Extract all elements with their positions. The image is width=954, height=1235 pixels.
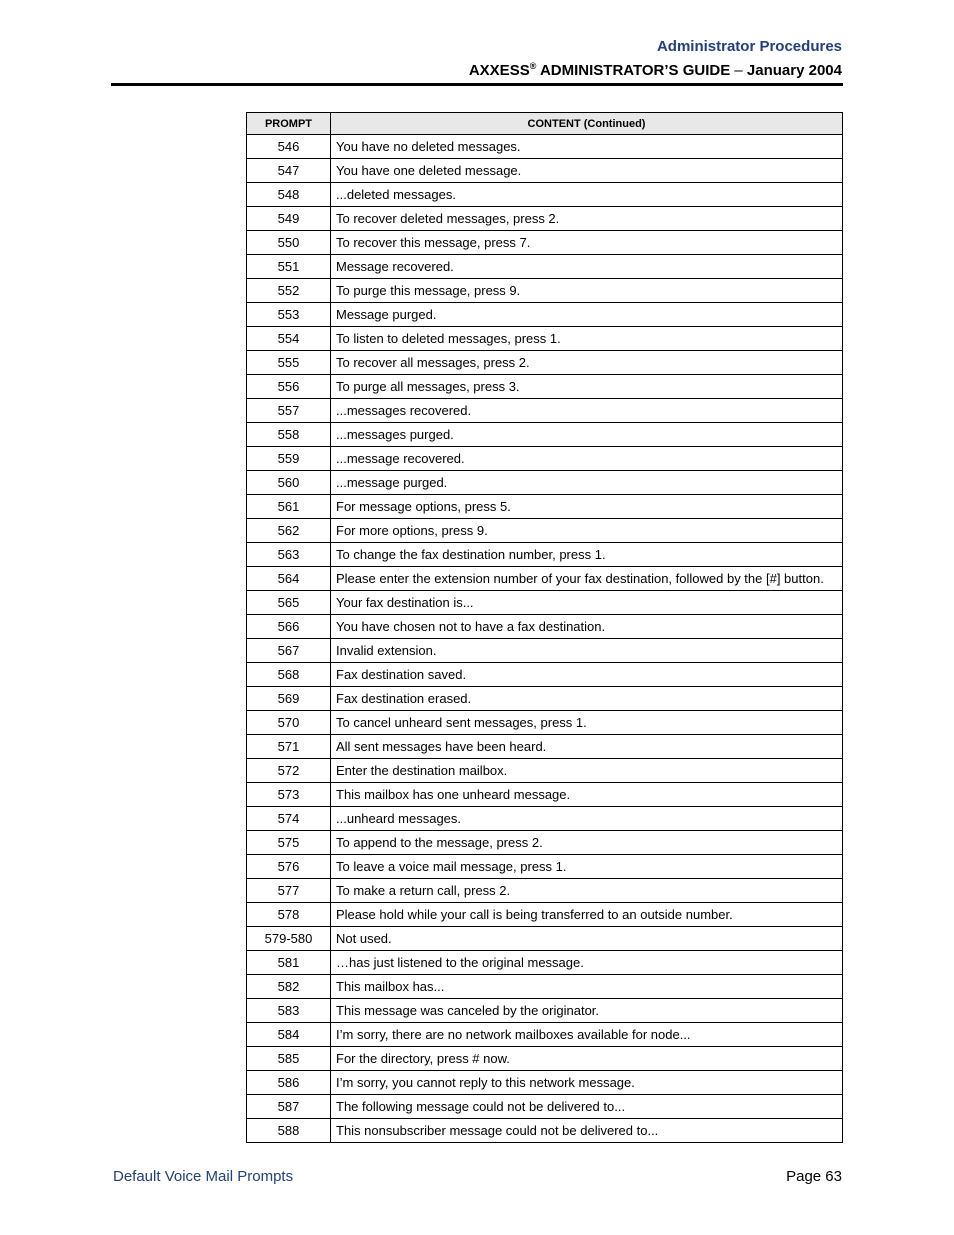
table-row	[247, 207, 843, 231]
table-row	[247, 423, 843, 447]
prompt-content: All sent messages have been heard.	[331, 735, 843, 759]
table-row	[247, 1119, 843, 1143]
prompt-number: 547	[247, 159, 331, 183]
table-row	[247, 615, 843, 639]
prompts-table	[246, 112, 843, 1143]
table-row	[247, 711, 843, 735]
prompt-number: 550	[247, 231, 331, 255]
prompt-content: To cancel unheard sent messages, press 1.	[331, 711, 843, 735]
prompt-content: Invalid extension.	[331, 639, 843, 663]
prompt-number: 584	[247, 1023, 331, 1047]
table-row	[247, 303, 843, 327]
prompt-number: 588	[247, 1119, 331, 1143]
table-row	[247, 159, 843, 183]
prompt-number: 582	[247, 975, 331, 999]
table-row	[247, 447, 843, 471]
prompt-content: ...message purged.	[331, 471, 843, 495]
prompt-number: 571	[247, 735, 331, 759]
table-row	[247, 255, 843, 279]
prompt-number: 572	[247, 759, 331, 783]
prompt-number: 567	[247, 639, 331, 663]
title-dash: –	[734, 62, 743, 79]
prompt-content: ...messages recovered.	[331, 399, 843, 423]
prompt-content: For more options, press 9.	[331, 519, 843, 543]
prompt-number: 578	[247, 903, 331, 927]
table-row	[247, 903, 843, 927]
prompt-content: You have chosen not to have a fax destination.	[331, 615, 843, 639]
prompt-content: To purge all messages, press 3.	[331, 375, 843, 399]
prompt-number: 557	[247, 399, 331, 423]
prompt-content: Fax destination saved.	[331, 663, 843, 687]
prompt-content: You have no deleted messages.	[331, 135, 843, 159]
prompt-number: 554	[247, 327, 331, 351]
guide-title	[469, 61, 842, 79]
header-divider	[111, 83, 843, 86]
prompt-number: 559	[247, 447, 331, 471]
prompt-number: 566	[247, 615, 331, 639]
table-row	[247, 279, 843, 303]
table-row	[247, 855, 843, 879]
table-row	[247, 591, 843, 615]
prompt-number: 587	[247, 1095, 331, 1119]
table-row	[247, 999, 843, 1023]
prompt-content: To recover all messages, press 2.	[331, 351, 843, 375]
table-row	[247, 399, 843, 423]
prompt-number: 573	[247, 783, 331, 807]
column-header-content: CONTENT (Continued)	[331, 113, 843, 135]
prompt-number: 574	[247, 807, 331, 831]
prompt-content: For message options, press 5.	[331, 495, 843, 519]
prompt-number: 556	[247, 375, 331, 399]
prompt-number: 583	[247, 999, 331, 1023]
table-row	[247, 495, 843, 519]
table-row	[247, 231, 843, 255]
table-row	[247, 807, 843, 831]
prompt-content: Fax destination erased.	[331, 687, 843, 711]
table-row	[247, 951, 843, 975]
prompt-content: Your fax destination is...	[331, 591, 843, 615]
prompt-number: 546	[247, 135, 331, 159]
prompt-content: ...messages purged.	[331, 423, 843, 447]
prompt-number: 551	[247, 255, 331, 279]
table-row	[247, 879, 843, 903]
table-row	[247, 327, 843, 351]
prompt-number: 564	[247, 567, 331, 591]
prompt-number: 563	[247, 543, 331, 567]
prompt-content: Please enter the extension number of your fax destination, followed by the [#] button.	[331, 567, 843, 591]
prompt-content: To listen to deleted messages, press 1.	[331, 327, 843, 351]
prompt-number: 548	[247, 183, 331, 207]
prompt-content: Not used.	[331, 927, 843, 951]
prompt-content: Message purged.	[331, 303, 843, 327]
table-row	[247, 543, 843, 567]
prompt-number: 577	[247, 879, 331, 903]
prompt-number: 585	[247, 1047, 331, 1071]
prompt-content: …has just listened to the original message.	[331, 951, 843, 975]
prompt-number: 586	[247, 1071, 331, 1095]
prompt-content: ...message recovered.	[331, 447, 843, 471]
table-row	[247, 1071, 843, 1095]
table-row	[247, 351, 843, 375]
prompt-content: To leave a voice mail message, press 1.	[331, 855, 843, 879]
prompt-content: The following message could not be delivered to...	[331, 1095, 843, 1119]
table-row	[247, 135, 843, 159]
prompt-number: 553	[247, 303, 331, 327]
table-row	[247, 759, 843, 783]
prompt-content: For the directory, press # now.	[331, 1047, 843, 1071]
table-row	[247, 471, 843, 495]
table-row	[247, 975, 843, 999]
prompt-number: 579-580	[247, 927, 331, 951]
prompt-number: 568	[247, 663, 331, 687]
prompt-content: I’m sorry, there are no network mailboxes available for node...	[331, 1023, 843, 1047]
prompt-content: To recover this message, press 7.	[331, 231, 843, 255]
prompt-content: This message was canceled by the originator.	[331, 999, 843, 1023]
table-row	[247, 639, 843, 663]
prompt-content: This mailbox has...	[331, 975, 843, 999]
prompt-number: 569	[247, 687, 331, 711]
prompt-content: To recover deleted messages, press 2.	[331, 207, 843, 231]
table-row	[247, 1047, 843, 1071]
prompt-number: 576	[247, 855, 331, 879]
prompt-content: To purge this message, press 9.	[331, 279, 843, 303]
brand-name: AXXESS	[468, 62, 530, 79]
prompt-number: 549	[247, 207, 331, 231]
prompt-content: ...unheard messages.	[331, 807, 843, 831]
prompt-number: 558	[247, 423, 331, 447]
prompt-number: 555	[247, 351, 331, 375]
table-row	[247, 831, 843, 855]
page-number: Page 63	[786, 1168, 842, 1185]
table-row	[247, 783, 843, 807]
prompt-content: You have one deleted message.	[331, 159, 843, 183]
prompt-number: 581	[247, 951, 331, 975]
prompt-number: 560	[247, 471, 331, 495]
prompt-number: 570	[247, 711, 331, 735]
guide-name: ADMINISTRATOR’S GUIDE	[536, 62, 735, 79]
table-row	[247, 735, 843, 759]
table-row	[247, 687, 843, 711]
table-row	[247, 663, 843, 687]
table-row	[247, 927, 843, 951]
registered-mark: ®	[529, 61, 537, 71]
table-row	[247, 519, 843, 543]
prompt-content: ...deleted messages.	[331, 183, 843, 207]
prompt-content: Enter the destination mailbox.	[331, 759, 843, 783]
prompt-content: Message recovered.	[331, 255, 843, 279]
prompt-number: 561	[247, 495, 331, 519]
section-title: Administrator Procedures	[656, 38, 842, 55]
prompt-content: To make a return call, press 2.	[331, 879, 843, 903]
prompt-content: To change the fax destination number, press 1.	[331, 543, 843, 567]
table-row	[247, 567, 843, 591]
prompt-number: 565	[247, 591, 331, 615]
guide-date: January 2004	[742, 62, 842, 79]
prompt-number: 562	[247, 519, 331, 543]
table-row	[247, 1095, 843, 1119]
table-row	[247, 183, 843, 207]
prompt-number: 552	[247, 279, 331, 303]
column-header-prompt: PROMPT	[247, 113, 331, 135]
table-row	[247, 1023, 843, 1047]
prompt-number: 575	[247, 831, 331, 855]
prompt-content: This mailbox has one unheard message.	[331, 783, 843, 807]
prompt-content: I’m sorry, you cannot reply to this network message.	[331, 1071, 843, 1095]
prompt-content: To append to the message, press 2.	[331, 831, 843, 855]
table-row	[247, 375, 843, 399]
prompt-content: Please hold while your call is being transferred to an outside number.	[331, 903, 843, 927]
table-header-row	[247, 113, 843, 135]
footer-section-link[interactable]: Default Voice Mail Prompts	[113, 1168, 294, 1185]
prompt-content: This nonsubscriber message could not be delivered to...	[331, 1119, 843, 1143]
